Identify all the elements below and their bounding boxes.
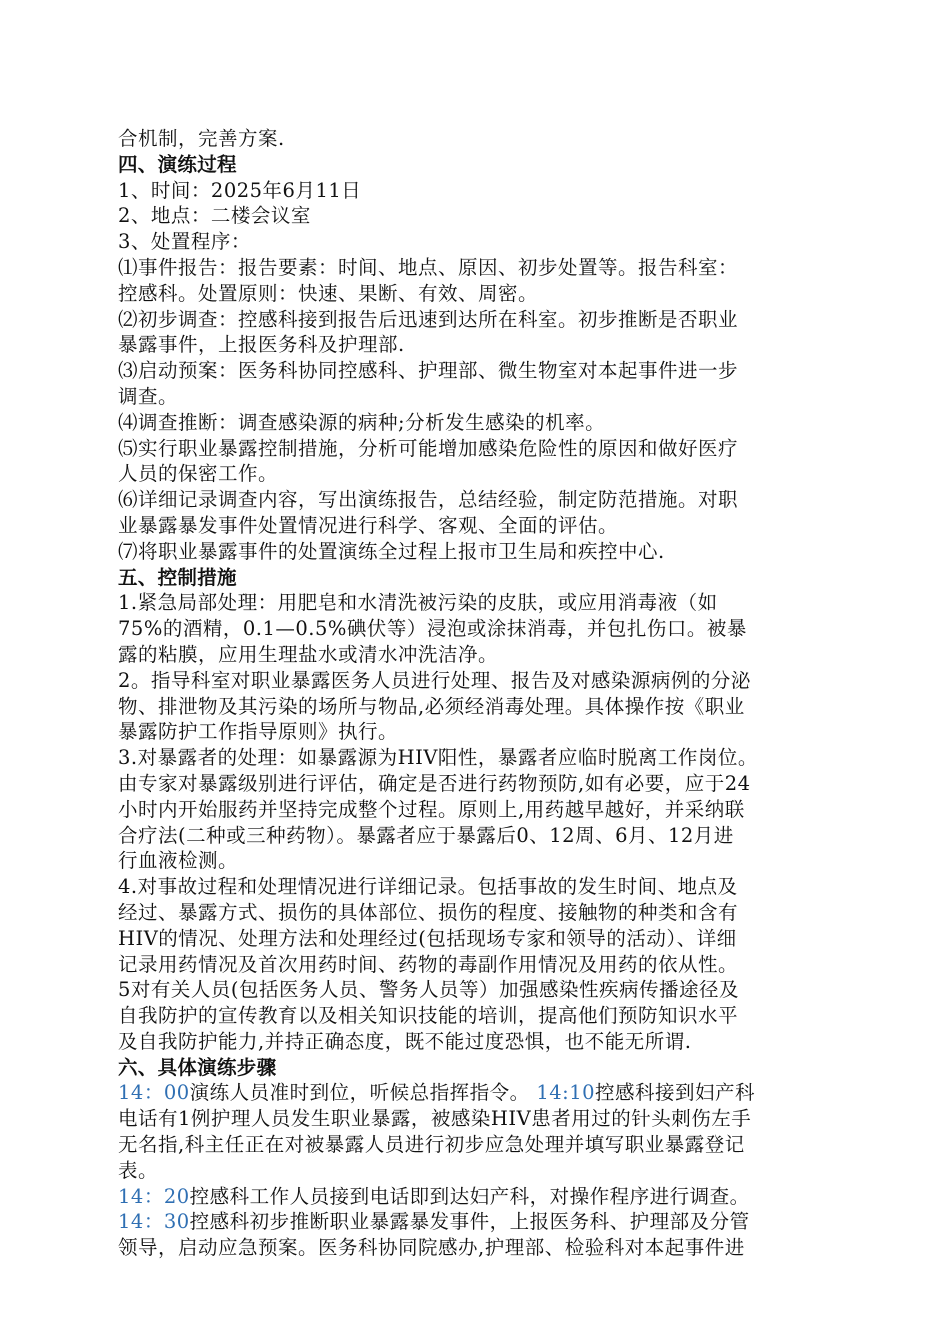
time-stamp: 14：30 [118,1210,190,1234]
text-line: 业暴露暴发事件处置情况进行科学、客观、全面的评估。 [118,513,619,537]
text-segment: 控感科接到妇产科 [595,1081,756,1105]
text-line: 4.对事故过程和处理情况进行详细记录。包括事故的发生时间、地点及 [118,875,738,899]
section-heading: 五、控制措施 [118,565,237,589]
time-stamp: 14：00 [118,1081,190,1105]
text-line: HIV的情况、处理方法和处理经过(包括现场专家和领导的活动）、详细 [118,926,737,950]
text-line [118,1080,832,1106]
text-line: 合疗法(二种或三种药物）。暴露者应于暴露后0、12周、6月、12月进 [118,823,734,847]
text-line: ⑹详细记录调查内容，写出演练报告，总结经验，制定防范措施。对职 [118,488,739,512]
text-line: 露的粘膜，应用生理盐水或清水冲洗洁净。 [118,642,499,666]
text-line: 电话有1例护理人员发生职业暴露，被感染HIV患者用过的针头刺伤左手 [118,1107,752,1131]
text-line: 2、地点：二楼会议室 [118,204,311,228]
text-line: 1.紧急局部处理：用肥皂和水清洗被污染的皮肤，或应用消毒液（如 [118,591,718,615]
text-line: 及自我防护能力,并持正确态度，既不能过度恐惧，也不能无所谓. [118,1029,692,1053]
text-line [118,1184,832,1210]
text-line: 行血液检测。 [118,849,239,873]
text-line: 人员的保密工作。 [118,462,279,486]
text-segment: 控感科工作人员接到电话即到达妇产科，对操作程序进行调查。 [189,1184,750,1208]
text-line: 3.对暴露者的处理：如暴露源为HIV阳性，暴露者应临时脱离工作岗位。 [118,746,758,770]
text-line: 调查。 [118,384,179,408]
text-line: ⑷调查推断：调查感染源的病种;分析发生感染的机率。 [118,410,606,434]
text-line: 暴露防护工作指导原则》执行。 [118,720,399,744]
text-line: 表。 [118,1158,159,1182]
text-line: 75%的酒精，0.1—0.5%碘伏等）浸泡或涂抹消毒，并包扎伤口。被暴 [118,617,747,641]
text-line [118,1209,832,1235]
text-line: 控感科。处置原则：快速、果断、有效、周密。 [118,281,539,305]
text-line: 无名指,科主任正在对被暴露人员进行初步应急处理并填写职业暴露登记 [118,1133,745,1157]
document-page [118,126,832,1261]
text-line: 领导，启动应急预案。医务科协同院感办,护理部、检验科对本起事件进 [118,1236,745,1260]
text-segment: 控感科初步推断职业暴露暴发事件，上报医务科、护理部及分管 [189,1210,750,1234]
time-stamp: 14:10 [536,1081,596,1105]
text-line: 1、时间：2025年6月11日 [118,178,362,202]
text-line: 3、处置程序： [118,230,251,254]
text-line: ⑶启动预案：医务科协同控感科、护理部、微生物室对本起事件进一步 [118,359,739,383]
text-line: ⑵初步调查：控感科接到报告后迅速到达所在科室。初步推断是否职业 [118,307,739,331]
text-line: 记录用药情况及首次用药时间、药物的毒副作用情况及用药的依从性。 [118,952,739,976]
text-line: 小时内开始服药并坚持完成整个过程。原则上,用药越早越好，并采纳联 [118,797,745,821]
text-line: 5对有关人员(包括医务人员、警务人员等）加强感染性疾病传播途径及 [118,978,740,1002]
text-line: ⑴事件报告：报告要素：时间、地点、原因、初步处置等。报告科室： [118,255,739,279]
text-line: 自我防护的宣传教育以及相关知识技能的培训，提高他们预防知识水平 [118,1004,739,1028]
section-heading: 六、具体演练步骤 [118,1055,277,1079]
time-stamp: 14：20 [118,1184,190,1208]
text-line: 合机制，完善方案. [118,127,285,150]
section-heading: 四、演练过程 [118,152,237,176]
text-line: 暴露事件，上报医务科及护理部. [118,333,405,357]
text-line: ⑸实行职业暴露控制措施，分析可能增加感染危险性的原因和做好医疗 [118,436,739,460]
text-line: 经过、暴露方式、损伤的具体部位、损伤的程度、接触物的种类和含有 [118,900,739,924]
text-line: 物、排泄物及其污染的场所与物品,必须经消毒处理。具体操作按《职业 [118,694,745,718]
text-segment: 演练人员准时到位，听候总指挥指令。 [189,1081,537,1105]
text-line: ⑺将职业暴露事件的处置演练全过程上报市卫生局和疾控中心. [118,539,665,563]
text-line: 由专家对暴露级别进行评估，确定是否进行药物预防,如有必要，应于24 [118,771,751,795]
text-line: 2。指导科室对职业暴露医务人员进行处理、报告及对感染源病例的分泌 [118,668,751,692]
